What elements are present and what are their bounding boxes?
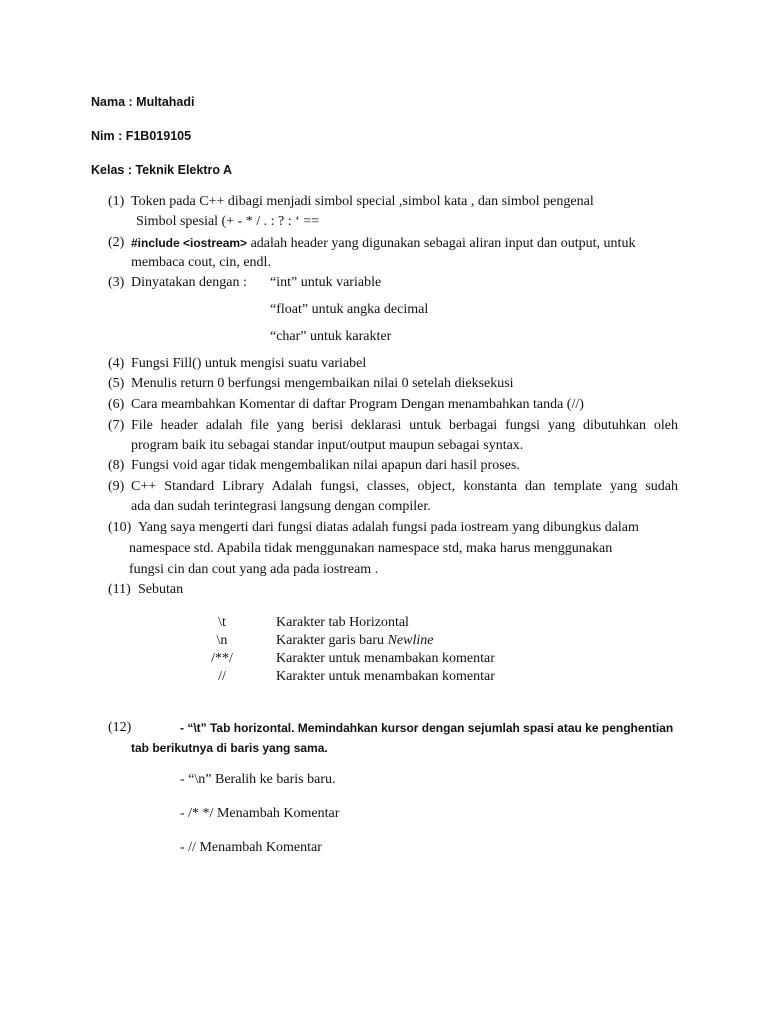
item-12-line-2: tab berikutnya di baris yang sama. (131, 741, 328, 755)
escape-description (276, 631, 433, 651)
item-2-line-2: membaca cout, cin, endl. (131, 255, 271, 270)
item-10-line-1: Yang saya mengerti dari fungsi diatas adalah fungsi pada iostream yang dibungkus dalam (138, 520, 639, 535)
student-nim: Nim : F1B019105 (91, 129, 192, 143)
item-2-line-1 (131, 233, 635, 254)
item-1-line-2: Simbol spesial (+ - * / . : ? : ‘ == (136, 214, 320, 229)
item-12-bullet-block-comment: - /* */ Menambah Komentar (180, 806, 340, 821)
escape-symbol: /**/ (211, 651, 233, 666)
item-6-text: Cara meambahkan Komentar di daftar Program Dengan menambahkan tanda (//) (131, 397, 584, 412)
escape-description-text: Karakter untuk menambakan komentar (276, 651, 495, 666)
item-1-line-1: Token pada C++ dibagi menjadi simbol special ,simbol kata , dan simbol pengenal (131, 194, 594, 209)
item-10-number: (10) (108, 520, 132, 535)
item-2-line-1-rest: adalah header yang digunakan sebagai aliran input dan output, untuk (247, 236, 636, 251)
student-class: Kelas : Teknik Elektro A (91, 163, 233, 177)
escape-description (276, 667, 495, 687)
item-10-line-3: fungsi cin dan cout yang ada pada iostream . (129, 562, 379, 577)
type-char: “char” untuk karakter (270, 329, 392, 344)
item-11-text: Sebutan (138, 582, 184, 597)
item-7-line-1: File header adalah file yang berisi deklarasi untuk berbagai fungsi yang dibutuhkan oleh (131, 418, 678, 433)
item-12-bullet-line-comment: - // Menambah Komentar (180, 840, 322, 855)
item-5-number: (5) (108, 376, 125, 391)
item-8-text: Fungsi void agar tidak mengembalikan nilai apapun dari hasil proses. (131, 458, 520, 473)
item-3-lead: Dinyatakan dengan : (131, 275, 247, 290)
item-12-line-1: - “\t” Tab horizontal. Memindahkan kursor dengan sejumlah spasi atau ke penghentian (180, 721, 674, 735)
item-7-number: (7) (108, 418, 125, 433)
item-12-bullet-newline: - “\n” Beralih ke baris baru. (180, 772, 336, 787)
student-name: Nama : Multahadi (91, 95, 195, 109)
item-10-line-2: namespace std. Apabila tidak menggunakan namespace std, maka harus menggunakan (129, 541, 613, 556)
item-5-text: Menulis return 0 berfungsi mengembaikan nilai 0 setelah dieksekusi (131, 376, 514, 391)
item-4-number: (4) (108, 356, 125, 371)
item-1-number: (1) (108, 194, 125, 209)
item-12-number: (12) (108, 720, 132, 735)
include-directive: #include <iostream> (131, 236, 248, 250)
item-8-number: (8) (108, 458, 125, 473)
item-9-line-1: C++ Standard Library Adalah fungsi, classes, object, konstanta dan template yang sudah (131, 479, 678, 494)
escape-symbol: // (218, 669, 226, 684)
escape-symbol: \n (216, 633, 228, 648)
item-6-number: (6) (108, 397, 125, 412)
item-7-line-2: program baik itu sebagai standar input/output maupun sebagai syntax. (131, 438, 524, 453)
item-3-number: (3) (108, 275, 125, 290)
escape-description-emphasis: Newline (387, 633, 434, 648)
escape-symbol: \t (218, 615, 226, 630)
item-11-number: (11) (108, 582, 131, 597)
item-4-text: Fungsi Fill() untuk mengisi suatu variabel (131, 356, 367, 371)
type-float: “float” untuk angka decimal (270, 302, 429, 317)
escape-description-text: Karakter untuk menambakan komentar (276, 669, 495, 684)
escape-description-text: Karakter tab Horizontal (276, 615, 409, 630)
escape-description (276, 649, 495, 669)
type-int: “int” untuk variable (270, 275, 382, 290)
escape-description-text: Karakter garis baru (276, 633, 388, 648)
item-9-number: (9) (108, 479, 125, 494)
item-2-number: (2) (108, 235, 125, 250)
item-9-line-2: ada dan sudah terintegrasi langsung dengan compiler. (131, 499, 431, 514)
escape-description (276, 613, 409, 633)
